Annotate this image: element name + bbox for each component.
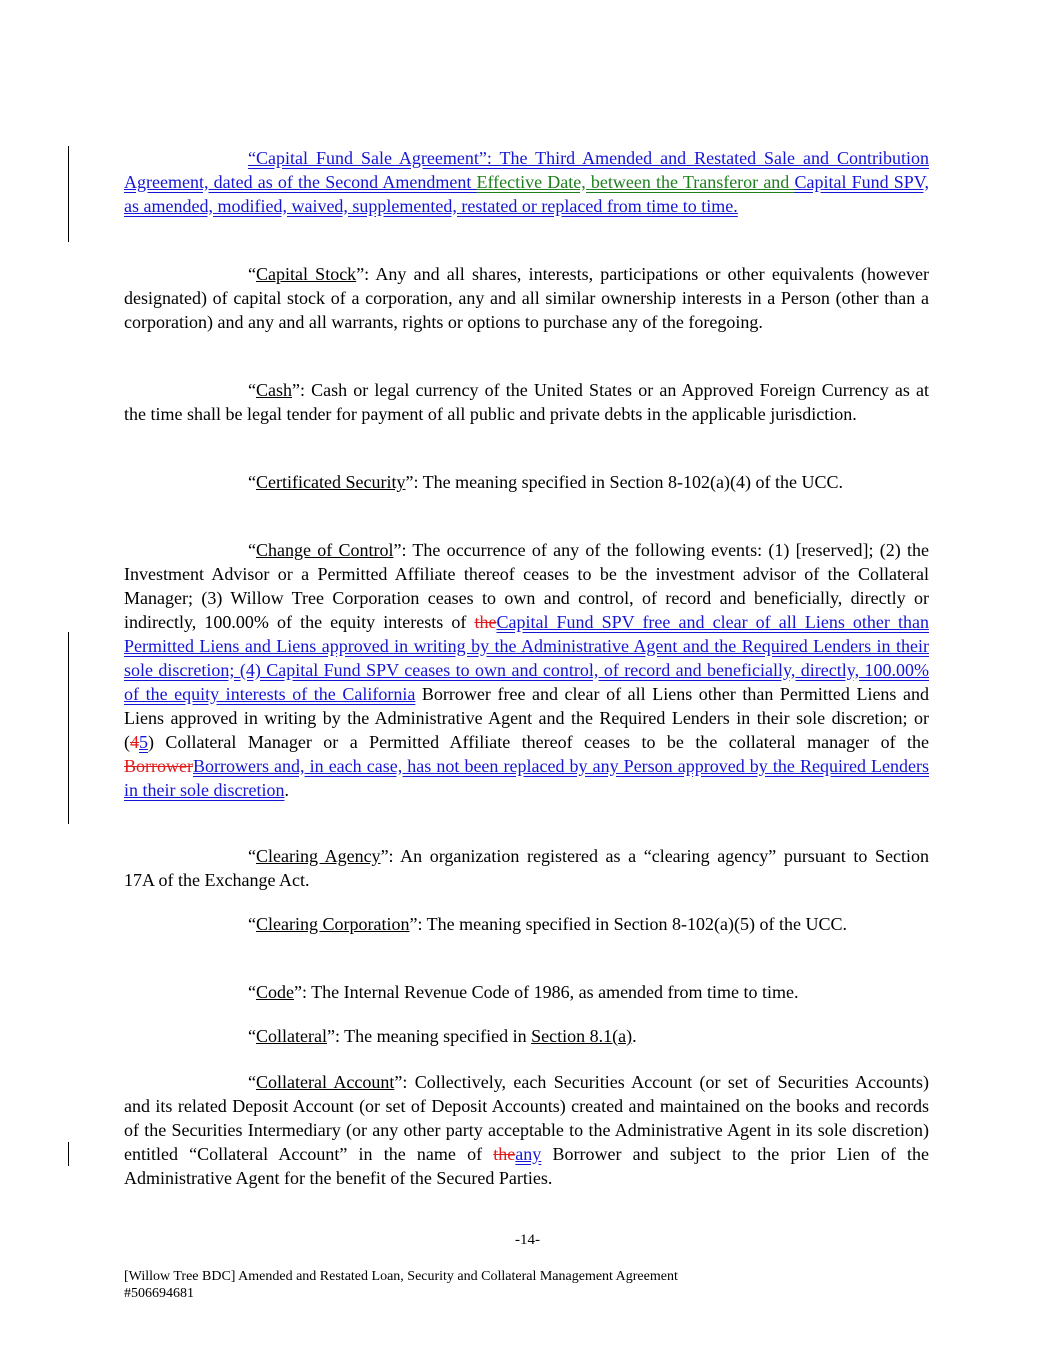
definition-body: ”: The meaning specified in (326, 1026, 532, 1046)
definition-body: ”: Any and all shares, interests, participations or other equivalents (however designated) of capital stock of a corporation, any and all similar ownership interests in a Person (other than a corporation) and any and all warrants, rights or options to purchase any of the foregoing. (124, 264, 929, 332)
change-bar (68, 1142, 69, 1166)
definition-change-of-control (124, 538, 929, 802)
definition-body: ”: The meaning specified in Section 8-102(a)(4) of the UCC. (405, 472, 843, 492)
defined-term: Change of Control (256, 540, 394, 560)
definition-clearing-corporation (124, 912, 929, 936)
page-number: -14- (515, 1232, 540, 1248)
open-quote: “ (248, 380, 256, 400)
inserted-text: 5 (139, 732, 148, 752)
inserted-text: any (515, 1144, 542, 1164)
change-bar (68, 632, 69, 728)
open-quote: “ (248, 264, 256, 284)
definition-body: ”: The occurrence of any of the following events: (1) [reserved]; (2) the Investment Advisor or a Permitted Affiliate thereof ceases to be the investment advisor of the Collateral Manager; (3) Willow Tree Corporation ceases to own and control, of record and beneficially, directly or indirectly, 100.00% of the equity interests of (124, 540, 930, 632)
definition-capital-fund-sale-agreement (124, 146, 929, 218)
defined-term: Cash (256, 380, 292, 400)
definition-certificated-security (124, 470, 929, 494)
moved-text: Effective Date, between the Transferor and (476, 172, 795, 192)
section-reference: Section 8.1(a) (531, 1026, 633, 1046)
definition-body: Borrower and subject to the prior Lien of the Administrative Agent for the benefit of the Secured Parties. (124, 1144, 929, 1188)
definition-body: ”: The meaning specified in Section 8-102(a)(5) of the UCC. (409, 914, 848, 934)
defined-term: Code (256, 982, 294, 1002)
document-footer (124, 1268, 678, 1302)
defined-term: Collateral Account (256, 1072, 395, 1092)
definition-collateral-account (124, 1070, 929, 1190)
definition-body: ”: An organization registered as a “clearing agency” pursuant to Section 17A of the Exchange Act. (124, 846, 929, 890)
deleted-text: 4 (130, 732, 139, 752)
inserted-text: Capital Fund SPV free and clear of all Liens other than Permitted Liens and Liens approved in writing by the Administrative Agent and the Required Lenders in their sole discretion; (4) Capital Fund SPV ceases to own and control, of record and beneficially, directly, 100.00% of the equity interests of the California (124, 612, 929, 704)
defined-term: Clearing Corporation (256, 914, 410, 934)
defined-term: Capital Stock (256, 264, 357, 284)
open-quote: “ (248, 914, 256, 934)
open-quote: “ (248, 846, 256, 866)
definition-body: ”: Collectively, each Securities Account (or set of Securities Accounts) and its related Deposit Account (or set of Deposit Accounts) created and maintained on the books and records of the Securities Intermediary (or any other party acceptable to the Administrative Agent in its sole discretion) entitled “Collateral Account” in the name of (124, 1072, 929, 1164)
defined-term: Certificated Security (256, 472, 406, 492)
footer-doc-id: #506694681 (124, 1286, 194, 1301)
open-quote: “ (248, 1026, 256, 1046)
defined-term: Clearing Agency (256, 846, 381, 866)
deleted-text: Borrower (124, 756, 193, 776)
definition-body: . (632, 1026, 637, 1046)
inserted-text: Borrowers and, in each case, has not been replaced by any Person approved by the Required Lenders in their sole discretion (124, 756, 929, 800)
definition-body: ”: Cash or legal currency of the United States or an Approved Foreign Currency as at the time shall be legal tender for payment of all public and private debts in the applicable jurisdiction. (124, 380, 929, 424)
open-quote: “ (248, 982, 256, 1002)
definition-code (124, 980, 929, 1004)
change-bar (68, 146, 69, 242)
defined-term: Collateral (256, 1026, 327, 1046)
definition-body: Borrower free and clear of all Liens other than Permitted Liens and Liens approved in writing by the Administrative Agent and the Required Lenders in their sole discretion; or ( (124, 684, 929, 752)
definition-collateral (124, 1024, 929, 1048)
deleted-text: the (474, 612, 497, 632)
definition-body: . (284, 780, 289, 800)
open-quote: “ (248, 1072, 256, 1092)
open-quote: “ (248, 540, 256, 560)
footer-title: [Willow Tree BDC] Amended and Restated Loan, Security and Collateral Management Agreement (124, 1269, 678, 1284)
definition-clearing-agency (124, 844, 929, 892)
definition-body: ) Collateral Manager or a Permitted Affiliate thereof ceases to be the collateral manager of the (148, 732, 929, 752)
definition-cash (124, 378, 929, 426)
definition-body: ”: The Internal Revenue Code of 1986, as amended from time to time. (294, 982, 799, 1002)
definition-capital-stock (124, 262, 929, 334)
open-quote: “ (248, 472, 256, 492)
inserted-text: Capital Fund SPV, as amended, modified, waived, supplemented, restated or replaced from time to time. (124, 172, 929, 216)
deleted-text: the (493, 1144, 516, 1164)
inserted-text: “Capital Fund Sale Agreement”: The Third Amended and Restated Sale and Contribution Agreement, dated as of the Second Amendment (124, 148, 929, 192)
change-bar (68, 724, 69, 824)
